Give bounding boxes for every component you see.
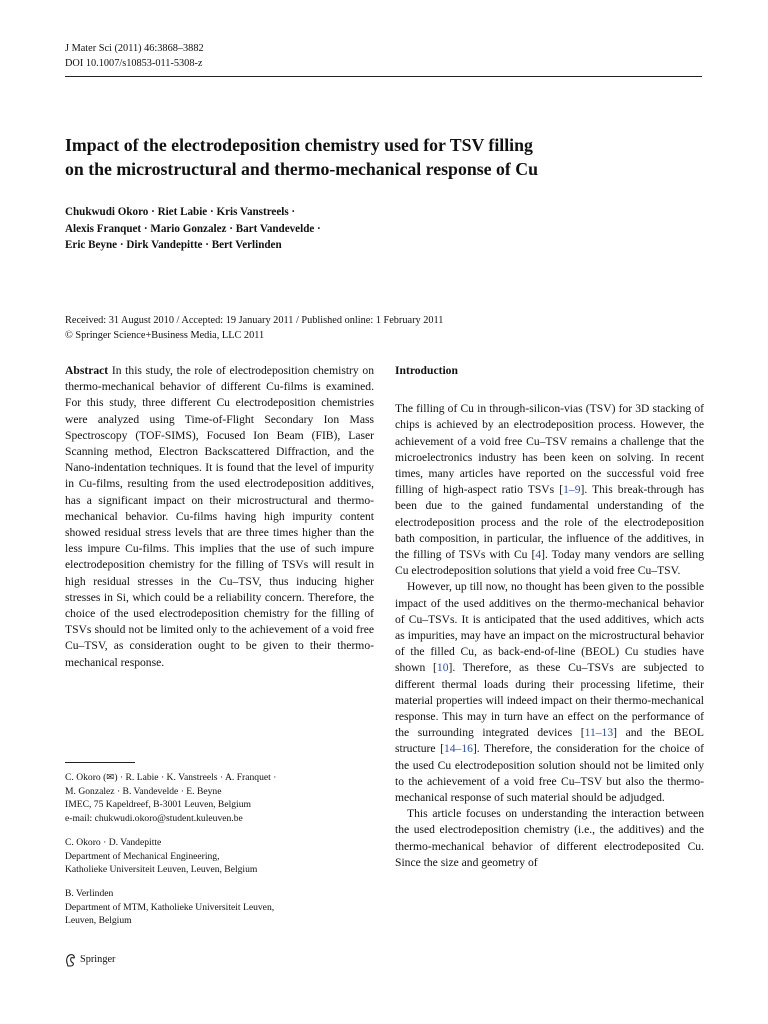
intro-paragraph-1 — [395, 401, 704, 579]
citation-link[interactable]: 11–13 — [584, 726, 614, 740]
citation-link[interactable]: 4 — [535, 548, 542, 562]
paragraph-text: ]. This break-through has been due to the gained fundamental understanding of the electrodeposition process and the role of the electrodeposition bath composition, in particular, the influence of the additives, in the filling of TSVs with Cu [ — [395, 483, 704, 562]
author-list — [65, 204, 705, 254]
journal-meta — [65, 41, 204, 71]
affiliation-line: C. Okoro (✉) · R. Labie · K. Vanstreels · A. Franquet · — [65, 772, 277, 783]
affiliation-line: Department of MTM, Katholieke Universiteit Leuven, — [65, 901, 275, 913]
page-footer — [65, 952, 115, 967]
affiliation-line: M. Gonzalez · B. Vandevelde · E. Beyne — [65, 785, 222, 797]
affiliation-line: Katholieke Universiteit Leuven, Leuven, Belgium — [65, 864, 258, 876]
introduction-section — [395, 363, 704, 871]
affiliation-imec — [65, 771, 365, 825]
paragraph-text: ] and the BEOL structure [ — [395, 726, 704, 756]
title-line-1: Impact of the electrodeposition chemistry used for TSV filling — [65, 135, 533, 155]
publication-history — [65, 313, 705, 343]
intro-paragraph-3: This article focuses on understanding the interaction between the used electrodeposition chemistry (i.e., the additives) and the thermo-mechanical behavior of different electrodeposited Cu. Since the size and geometry of — [395, 807, 704, 869]
copyright-notice: © Springer Science+Business Media, LLC 2011 — [65, 330, 265, 341]
affiliation-line: IMEC, 75 Kapeldreef, B-3001 Leuven, Belgium — [65, 799, 251, 811]
abstract-heading: Abstract — [65, 364, 109, 377]
doi[interactable]: DOI 10.1007/s10853-011-5308-z — [65, 58, 203, 69]
intro-paragraph-2 — [395, 579, 704, 806]
citation-link[interactable]: 1–9 — [563, 483, 581, 497]
authors-line-1: Chukwudi Okoro · Riet Labie · Kris Vanstreels · — [65, 206, 296, 218]
paragraph-text: However, up till now, no thought has been given to the possible impact of the used additives on the thermo-mechanical behavior of Cu–TSVs. It is anticipated that the used additives, which acts as impurities, may have an impact on the microstructural behavior of the filled Cu, as back-end-of-line (BEOL) Cu studies have shown [ — [395, 580, 704, 675]
affiliation-line: B. Verlinden — [65, 888, 114, 899]
affiliation-line: Department of Mechanical Engineering, — [65, 850, 220, 862]
publisher-name: Springer — [80, 954, 116, 965]
header-rule — [65, 76, 702, 77]
paragraph-text: ]. Therefore, as these Cu–TSVs are subjected to different thermal loads during their processing lifetime, their material properties will indeed impact on their thermo-mechanical response. This may in turn have an effect on the performance of the surrounding integrated devices [ — [395, 661, 704, 740]
affiliation-line: Leuven, Belgium — [65, 915, 132, 927]
paper-title — [65, 134, 705, 181]
history-dates: Received: 31 August 2010 / Accepted: 19 January 2011 / Published online: 1 February 2011 — [65, 315, 444, 326]
affiliation-line: C. Okoro · D. Vandepitte — [65, 837, 162, 848]
paragraph-text: The filling of Cu in through-silicon-vias (TSV) for 3D stacking of chips is achieved by an electrodeposition process. However, the achievement of a void free Cu–TSV remains a challenge that the microelectronics industry has been keen on solving. In recent times, many articles have reported on the successful void free filling of high-aspect ratio TSVs [ — [395, 402, 704, 497]
abstract-text: In this study, the role of electrodeposition chemistry on thermo-mechanical behavior of different Cu-films is examined. For this study, three different Cu electrodeposition chemistries were analyzed using Time-of-Flight Secondary Ion Mass Spectroscopy (TOF-SIMS), Focused Ion Beam (FIB), Laser Scanning method, Electron Backscattered Diffraction, and the Nano-indentation techniques. It is found that the level of impurity in Cu-films, resulting from the used electrodeposition additives, has a significant impact on their microstructural and thermo-mechanical behavior. Cu-films having high impurity content showed residual stress levels that are three times higher than the less impure Cu-films. This implies that the use of such impure electrodeposition chemistry for the filling of TSVs will result in high residual stresses in the Cu–TSV, thus inducing higher stresses in Si, which could be a reliability concern. Therefore, the choice of the used electrodeposition chemistry for the filling of TSVs should not be limited only to the achievement of a void free Cu–TSV, as consideration ought to be given to their thermo-mechanical response. — [65, 364, 374, 669]
citation-link[interactable]: 10 — [436, 661, 449, 675]
corresponding-email[interactable]: e-mail: chukwudi.okoro@student.kuleuven.be — [65, 812, 243, 824]
authors-line-3: Eric Beyne · Dirk Vandepitte · Bert Verlinden — [65, 239, 282, 251]
title-line-2: on the microstructural and thermo-mechanical response of Cu — [65, 158, 538, 179]
abstract — [65, 363, 374, 671]
paragraph-text: ]. Therefore, the consideration for the choice of the used Cu electrodeposition solution should not be limited only to the achievement of a void free Cu–TSV but also the thermo-mechanical response of such material should be adjudged. — [395, 742, 704, 805]
footnote-rule — [65, 762, 135, 763]
paragraph-text: ]. Today many vendors are selling Cu electrodeposition solutions that yield a void free Cu–TSV. — [395, 548, 704, 578]
affiliation-mtm — [65, 887, 365, 928]
journal-citation: J Mater Sci (2011) 46:3868–3882 — [65, 43, 204, 54]
affiliation-mechanical-engineering — [65, 836, 365, 877]
springer-horse-logo-icon — [65, 953, 76, 967]
introduction-heading: Introduction — [395, 364, 458, 377]
authors-line-2: Alexis Franquet · Mario Gonzalez · Bart Vandevelde · — [65, 222, 321, 235]
citation-link[interactable]: 14–16 — [443, 742, 473, 756]
